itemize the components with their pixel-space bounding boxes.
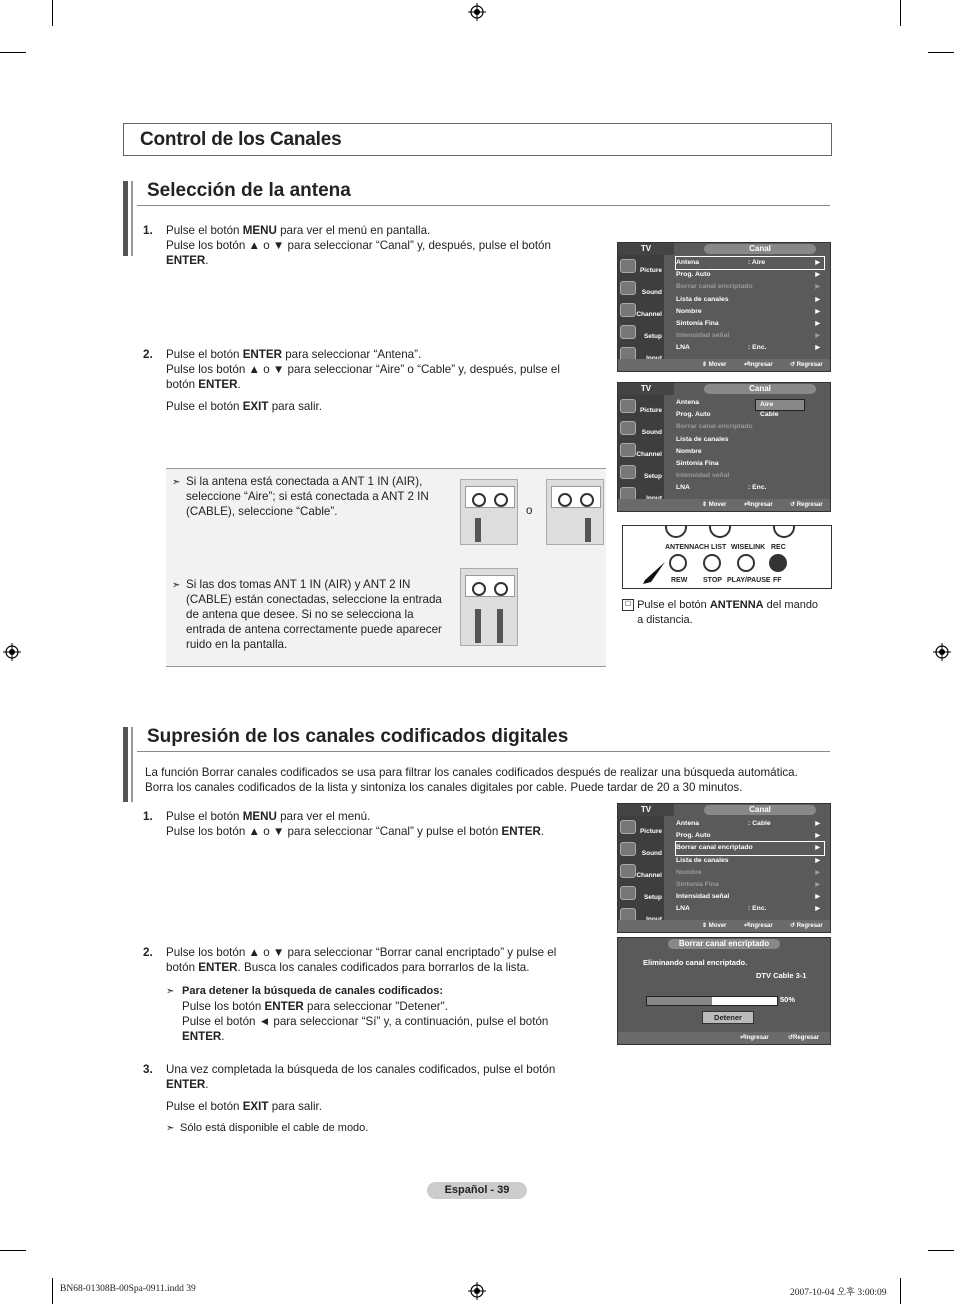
remote-button xyxy=(773,525,795,538)
footer-move: ⇕ Mover xyxy=(702,502,727,508)
menu-row-label: Intensidad señal xyxy=(676,332,730,340)
note-both-antenna xyxy=(172,577,462,652)
antenna-jack-image xyxy=(546,479,604,545)
note-antenna xyxy=(172,474,442,519)
menu-row-label: LNA xyxy=(676,905,690,913)
remote-label-wiselink: WISELINK xyxy=(731,544,766,551)
osd-footer xyxy=(618,920,830,932)
arrow-right-icon: ▶ xyxy=(815,869,820,876)
remote-label-ff: FF xyxy=(773,577,782,584)
osd-footer xyxy=(618,359,830,371)
arrow-right-icon: ▶ xyxy=(815,821,820,827)
antenna-options-popup xyxy=(756,400,804,420)
tv-tab: TV xyxy=(618,804,674,816)
picture-icon xyxy=(620,259,636,273)
menu-row-label: LNA xyxy=(676,344,690,352)
side-item-label: Setup xyxy=(643,894,662,901)
stop-button[interactable]: Detener xyxy=(702,1011,754,1024)
remote-button xyxy=(665,525,687,538)
progress-fill xyxy=(647,997,712,1005)
menu-row[interactable] xyxy=(676,281,824,293)
menu-row[interactable] xyxy=(676,470,824,482)
side-item-label: Channel xyxy=(636,311,662,318)
text: ANTENNA xyxy=(709,599,764,611)
menu-row[interactable] xyxy=(676,903,824,915)
menu-row-value: : Enc. xyxy=(748,484,767,492)
crop-mark xyxy=(900,0,901,26)
section-bar xyxy=(123,181,128,256)
picture-icon xyxy=(620,399,636,413)
menu-row[interactable] xyxy=(676,294,824,306)
menu-row[interactable] xyxy=(676,830,824,842)
note-arrow-icon: ➣ xyxy=(172,477,181,488)
side-item-setup[interactable] xyxy=(618,463,664,485)
registration-mark-icon xyxy=(468,1282,486,1300)
menu-header: Canal xyxy=(704,384,816,394)
jack-panel xyxy=(465,486,515,508)
sound-icon xyxy=(620,421,636,435)
tv-menu-screen xyxy=(617,382,831,512)
menu-row[interactable] xyxy=(676,482,824,494)
menu-row[interactable] xyxy=(676,818,824,830)
menu-row[interactable] xyxy=(676,257,824,269)
text: para seleccionar “Antena”. xyxy=(282,348,422,361)
wiselink-button[interactable] xyxy=(737,554,755,572)
note-arrow-icon: ➣ xyxy=(166,1123,175,1134)
arrow-right-icon: ▶ xyxy=(815,284,820,291)
text: ENTER xyxy=(501,825,541,838)
footer-enter: ⏎Ingresar xyxy=(740,1035,769,1041)
arrow-right-icon: ▶ xyxy=(815,308,820,315)
remote-label-playpause: PLAY/PAUSE xyxy=(727,577,771,584)
side-item-label: Sound xyxy=(641,429,662,436)
channel-icon xyxy=(620,443,636,457)
text: para salir. xyxy=(268,400,322,413)
text: Pulse el botón xyxy=(166,348,243,361)
text: ENTER xyxy=(182,1030,222,1043)
step-2 xyxy=(143,347,581,414)
footer-move: ⇕ Mover xyxy=(702,362,727,368)
text: ENTER xyxy=(166,254,206,267)
setup-icon xyxy=(620,325,636,339)
text: para ver el menú. xyxy=(276,810,371,823)
arrow-right-icon: ▶ xyxy=(815,845,820,852)
section-title-antenna: Selección de la antena xyxy=(147,180,351,201)
menu-row-label: Borrar canal encriptado xyxy=(676,423,753,431)
side-item-label: Picture xyxy=(639,267,662,274)
menu-row[interactable] xyxy=(676,879,824,891)
text: Regresar xyxy=(793,1035,820,1041)
jack-icon xyxy=(494,493,508,507)
menu-row-label: Borrar canal encriptado xyxy=(676,844,753,852)
side-item-label: Channel xyxy=(636,872,662,879)
menu-row-label: Lista de canales xyxy=(676,856,729,864)
menu-row-label: Nombre xyxy=(676,447,702,455)
jack-panel xyxy=(465,575,515,597)
text: Pulse el botón ◄ para seleccionar “Sí” y, a continuación, pulse el botón xyxy=(182,1015,549,1028)
text: Para detener la búsqueda de canales codificados: xyxy=(182,985,444,997)
menu-row-value: : Cable xyxy=(748,820,771,827)
menu-row-label: Lista de canales xyxy=(676,295,729,303)
antenna-option[interactable]: Aire xyxy=(756,400,804,410)
arrow-right-icon: ▶ xyxy=(815,857,820,864)
side-menu xyxy=(618,395,664,499)
channel-icon xyxy=(620,864,636,878)
footer-return: ↺Regresar xyxy=(788,1035,820,1041)
side-item-picture[interactable] xyxy=(618,818,664,840)
text: ENTER xyxy=(198,378,238,391)
side-item-label: Setup xyxy=(643,333,662,340)
antenna-option[interactable]: Cable xyxy=(756,410,804,420)
menu-row-label: Prog. Auto xyxy=(676,271,711,279)
remote-label-rew: REW xyxy=(671,577,688,584)
or-label: o xyxy=(526,504,533,517)
text: Pulse los botón xyxy=(182,1000,265,1013)
remote-label-antenna: ANTENNA xyxy=(665,544,700,551)
crop-mark xyxy=(900,1278,901,1304)
arrow-right-icon: ▶ xyxy=(815,296,820,303)
text: Pulse el botón xyxy=(166,810,243,823)
page-title-box xyxy=(123,123,832,156)
menu-row[interactable] xyxy=(676,842,824,854)
side-item-label: Picture xyxy=(639,407,662,414)
note-arrow-icon: ➣ xyxy=(166,986,175,997)
menu-row-label: Nombre xyxy=(676,307,702,315)
remote-button xyxy=(709,525,731,538)
text: . Busca los canales codificados para borrarlos de la lista. xyxy=(237,961,530,974)
page-number-badge: Español - 39 xyxy=(427,1182,527,1199)
progress-line1: Eliminando canal encriptado. xyxy=(643,958,748,967)
section-underline xyxy=(137,205,830,206)
section-title-encrypted: Supresión de los canales codificados digitales xyxy=(147,726,569,747)
note-arrow-icon: ➣ xyxy=(172,580,181,591)
menu-row[interactable] xyxy=(676,867,824,879)
side-item-picture[interactable] xyxy=(618,397,664,419)
menu-row[interactable] xyxy=(676,458,824,470)
file-name: BN68-01308B-00Spa-0911.indd 39 xyxy=(60,1284,196,1294)
text: Sólo está disponible el cable de modo. xyxy=(180,1122,369,1134)
remote-label-rec: REC xyxy=(771,544,786,551)
side-item-label: Sound xyxy=(641,850,662,857)
menu-row-label: Nombre xyxy=(676,868,702,876)
remote-note xyxy=(622,598,832,628)
text: ENTER xyxy=(242,348,282,361)
menu-row-label: Sintonía Fina xyxy=(676,459,719,467)
arrow-right-icon: ▶ xyxy=(815,894,820,901)
setup-icon xyxy=(620,886,636,900)
menu-row-label: Borrar canal encriptado xyxy=(676,283,753,291)
text: ENTER xyxy=(264,1000,304,1013)
side-item-sound[interactable] xyxy=(618,419,664,441)
text: para salir. xyxy=(268,1100,322,1113)
cable-icon xyxy=(475,609,481,643)
menu-row[interactable] xyxy=(676,318,824,330)
crop-mark xyxy=(928,1250,954,1251)
menu-row[interactable] xyxy=(676,330,824,342)
text: Pulse los botón ▲ o ▼ para seleccionar “Canal” y, después, pulse el botón xyxy=(166,239,551,252)
text: MENU xyxy=(242,224,277,237)
arrow-right-icon: ▶ xyxy=(815,272,820,279)
menu-row-label: Antena xyxy=(676,820,700,827)
side-item-label: Picture xyxy=(639,828,662,835)
print-date: 2007-10-04 오후 3:00:09 xyxy=(790,1288,887,1298)
progress-percent: 50% xyxy=(780,995,796,1004)
antenna-button[interactable] xyxy=(669,554,687,572)
menu-row-value: : Enc. xyxy=(748,344,767,352)
text: Pulse los botón ▲ o ▼ para seleccionar “Borrar canal encriptado” y pulse el botón xyxy=(166,946,557,974)
menu-row-label: LNA xyxy=(676,484,690,492)
footer-move: ⇕ Mover xyxy=(702,923,727,929)
jack-icon xyxy=(558,493,572,507)
crop-mark xyxy=(928,52,954,53)
step-2 xyxy=(143,945,578,1044)
arrow-right-icon: ▶ xyxy=(815,881,820,888)
footer-enter: ⏎Ingresar xyxy=(744,362,773,368)
text: . xyxy=(237,378,241,391)
step-number: 3. xyxy=(143,1063,153,1076)
step-1 xyxy=(143,223,576,268)
text: Pulse los botón ▲ o ▼ para seleccionar “Canal” y pulse el botón xyxy=(166,825,502,838)
remote-label-stop: STOP xyxy=(703,577,722,584)
step-1 xyxy=(143,809,576,839)
section-bar xyxy=(123,727,128,802)
tv-menu-screen xyxy=(617,803,831,933)
menu-row-label: Antena xyxy=(676,399,700,406)
jack-panel xyxy=(551,486,601,508)
crop-mark xyxy=(0,1250,26,1251)
crop-mark xyxy=(52,1278,53,1304)
menu-row[interactable] xyxy=(676,306,824,318)
menu-list xyxy=(676,818,824,916)
text: Pulse el botón xyxy=(637,599,710,611)
crop-mark xyxy=(52,0,53,26)
section-intro: La función Borrar canales codificados se usa para filtrar los canales codificados después de realizar una búsqueda automática. Borra los canales codificados de la lista y sintoniza los canales digitales por cable. Puede tardar de 20 a 30 minutos. xyxy=(145,766,798,794)
registration-mark-icon xyxy=(3,643,21,661)
menu-row-label: Intensidad señal xyxy=(676,472,730,480)
menu-row-value: : Aire xyxy=(748,259,766,266)
text: Si la antena está conectada a ANT 1 IN (AIR), seleccione “Aire”; si está conectada a ANT 2 IN (CABLE), seleccione “Cable”. xyxy=(186,475,429,518)
cable-icon xyxy=(475,518,481,542)
menu-row-label: Sintonía Fina xyxy=(676,880,719,888)
menu-row[interactable] xyxy=(676,434,824,446)
section-bar xyxy=(131,181,133,256)
footer-return: ↺ Regresar xyxy=(790,923,823,929)
step-number: 2. xyxy=(143,946,153,959)
remote-control-image xyxy=(622,525,832,589)
antenna-jack-image xyxy=(460,568,518,646)
remote-label-chlist: CH LIST xyxy=(699,544,727,551)
channel-icon xyxy=(620,303,636,317)
step-number: 1. xyxy=(143,224,153,237)
registration-mark-icon xyxy=(933,643,951,661)
side-item-channel[interactable] xyxy=(618,441,664,463)
side-menu xyxy=(618,816,664,920)
step-3 xyxy=(143,1062,578,1136)
text: . xyxy=(540,825,545,838)
registration-mark-icon xyxy=(468,3,486,21)
menu-row[interactable] xyxy=(676,446,824,458)
sound-icon xyxy=(620,842,636,856)
chlist-button[interactable] xyxy=(703,554,721,572)
menu-row-label: Lista de canales xyxy=(676,435,729,443)
text: MENU xyxy=(242,810,277,823)
arrow-right-icon: ▶ xyxy=(815,345,820,352)
tv-tab: TV xyxy=(618,383,674,395)
jack-icon xyxy=(472,582,486,596)
footer-return: ↺ Regresar xyxy=(790,502,823,508)
menu-row[interactable] xyxy=(676,342,824,354)
side-item-channel[interactable] xyxy=(618,862,664,884)
arrow-right-icon: ▶ xyxy=(815,320,820,327)
footer-enter: ⏎Ingresar xyxy=(744,923,773,929)
osd-footer xyxy=(618,1032,830,1044)
menu-row[interactable] xyxy=(676,269,824,281)
menu-row[interactable] xyxy=(676,855,824,867)
section-underline xyxy=(137,751,830,752)
side-item-label: Channel xyxy=(636,451,662,458)
text: Ingresar xyxy=(745,1035,769,1041)
text: . xyxy=(205,1078,209,1091)
menu-row-label: Intensidad señal xyxy=(676,893,730,901)
side-item-label: Setup xyxy=(643,473,662,480)
side-item-channel[interactable] xyxy=(618,301,664,323)
step-number: 2. xyxy=(143,348,153,361)
text: del mando a distancia. xyxy=(637,599,819,626)
menu-header: Canal xyxy=(704,244,816,254)
menu-row[interactable] xyxy=(676,891,824,903)
text: Si las dos tomas ANT 1 IN (AIR) y ANT 2 IN (CABLE) están conectadas, seleccione la entrada de antena que desee. Si no se selecciona la entrada de antena correctamente puede aparecer ruido en la pantalla. xyxy=(186,578,442,651)
text: para seleccionar "Detener". xyxy=(303,1000,449,1013)
menu-row-label: Sintonía Fina xyxy=(676,319,719,327)
menu-row-label: Prog. Auto xyxy=(676,832,711,840)
side-item-label: Sound xyxy=(641,289,662,296)
text: EXIT xyxy=(242,400,269,413)
text: para ver el menú en pantalla. xyxy=(276,224,431,237)
menu-row-value: : Enc. xyxy=(748,905,767,913)
progress-bar xyxy=(646,996,778,1006)
cable-icon xyxy=(497,609,503,643)
menu-header: Canal xyxy=(704,805,816,815)
step-number: 1. xyxy=(143,810,153,823)
arrow-right-icon: ▶ xyxy=(815,260,820,266)
text: Pulse el botón xyxy=(166,400,243,413)
arrow-right-icon: ▶ xyxy=(815,833,820,840)
arrow-right-icon: ▶ xyxy=(815,906,820,913)
side-item-picture[interactable] xyxy=(618,257,664,279)
side-item-sound[interactable] xyxy=(618,279,664,301)
section-bar xyxy=(131,727,133,802)
menu-row-label: Prog. Auto xyxy=(676,411,711,419)
remote-note-icon: ☐ xyxy=(622,599,634,611)
text: Pulse los botón ▲ o ▼ para seleccionar “Aire” o “Cable” y, después, pulse el botón xyxy=(166,363,560,391)
side-item-sound[interactable] xyxy=(618,840,664,862)
antenna-jack-image xyxy=(460,479,518,545)
jack-icon xyxy=(494,582,508,596)
side-menu xyxy=(618,255,664,359)
menu-list xyxy=(676,257,824,355)
menu-row-label: Antena xyxy=(676,259,700,266)
menu-row[interactable] xyxy=(676,421,824,433)
sound-icon xyxy=(620,281,636,295)
cable-icon xyxy=(585,518,591,542)
progress-header: Borrar canal encriptado xyxy=(668,939,780,949)
page-title: Control de los Canales xyxy=(140,129,342,150)
text: . xyxy=(205,254,209,267)
text: Pulse el botón xyxy=(166,224,243,237)
side-item-setup[interactable] xyxy=(618,884,664,906)
footer-enter: ⏎Ingresar xyxy=(744,502,773,508)
text: ENTER xyxy=(198,961,238,974)
text: Pulse el botón xyxy=(166,1100,243,1113)
jack-icon xyxy=(580,493,594,507)
picture-icon xyxy=(620,820,636,834)
text: . xyxy=(221,1030,225,1043)
text: Una vez completada la búsqueda de los canales codificados, pulse el botón xyxy=(166,1063,556,1076)
crop-mark xyxy=(0,52,26,53)
pointer-arrow-icon xyxy=(641,560,667,586)
osd-footer xyxy=(618,499,830,511)
tv-tab: TV xyxy=(618,243,674,255)
text: EXIT xyxy=(242,1100,269,1113)
text: ENTER xyxy=(166,1078,206,1091)
setup-icon xyxy=(620,465,636,479)
jack-icon xyxy=(472,493,486,507)
arrow-right-icon: ▶ xyxy=(815,333,820,340)
tv-progress-screen xyxy=(617,937,831,1045)
footer-return: ↺ Regresar xyxy=(790,362,823,368)
tv-menu-screen xyxy=(617,242,831,372)
rec-button[interactable] xyxy=(769,554,787,572)
side-item-setup[interactable] xyxy=(618,323,664,345)
progress-channel: DTV Cable 3-1 xyxy=(756,971,807,980)
